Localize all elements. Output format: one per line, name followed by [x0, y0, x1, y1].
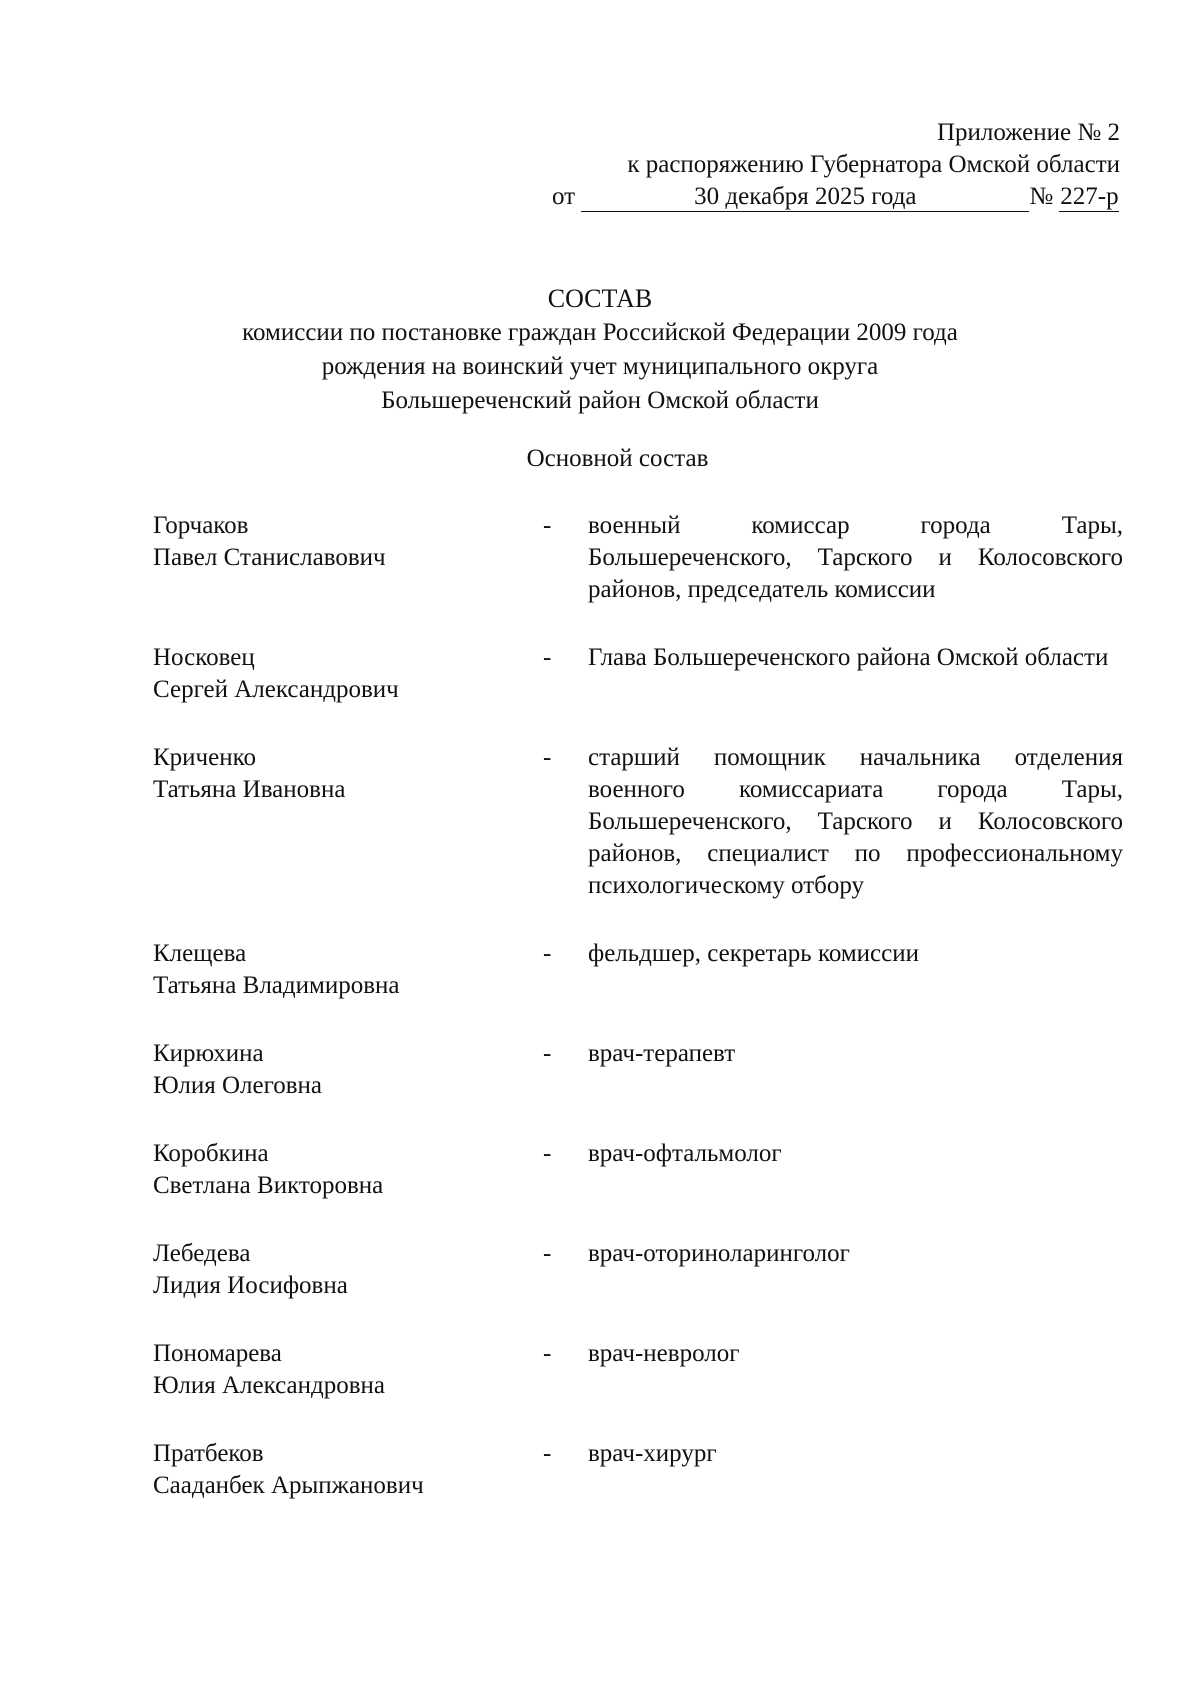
- subtitle-line-2: рождения на воинский учет муниципального округа: [321, 353, 879, 380]
- member-row: [153, 1438, 1123, 1502]
- member-name: [153, 642, 543, 706]
- member-dash: -: [543, 1040, 552, 1067]
- member-dash: -: [543, 512, 552, 539]
- member-given-names: Татьяна Владимировна: [153, 972, 400, 999]
- member-given-names: Светлана Викторовна: [153, 1172, 384, 1199]
- member-name: [153, 742, 543, 902]
- member-given-names: Юлия Александровна: [153, 1372, 385, 1399]
- member-surname: Горчаков: [153, 512, 249, 539]
- member-row: [153, 1338, 1123, 1402]
- member-dash: -: [543, 1240, 552, 1267]
- member-surname: Носковец: [153, 644, 255, 671]
- member-given-names: Татьяна Ивановна: [153, 776, 346, 803]
- appendix-reference: к распоряжению Губернатора Омской области: [627, 151, 1120, 178]
- order-number: 227-р: [1060, 183, 1119, 210]
- member-role: врач-хирург: [588, 1440, 717, 1467]
- member-dash: -: [543, 940, 552, 967]
- member-role: врач-оториноларинголог: [588, 1240, 850, 1267]
- appendix-header: [500, 117, 1120, 213]
- member-surname: Пратбеков: [153, 1440, 264, 1467]
- member-dash: -: [543, 1340, 552, 1367]
- member-row: [153, 1038, 1123, 1102]
- member-row: [153, 742, 1123, 902]
- member-row: [153, 642, 1123, 706]
- member-name: [153, 938, 543, 1002]
- member-surname: Кирюхина: [153, 1040, 264, 1067]
- subtitle-line-1: комиссии по постановке граждан Российской Федерации 2009 года: [242, 319, 958, 346]
- order-date: 30 декабря 2025 года: [581, 183, 1029, 212]
- member-role: Глава Большереченского района Омской области: [588, 644, 1109, 671]
- section-title: Основной состав: [526, 445, 709, 472]
- from-label: от: [552, 183, 576, 210]
- member-role: врач-невролог: [588, 1340, 740, 1367]
- members-list: [153, 510, 1123, 1538]
- member-dash: -: [543, 1140, 552, 1167]
- member-given-names: Сааданбек Арыпжанович: [153, 1472, 424, 1499]
- member-row: [153, 1138, 1123, 1202]
- member-name: [153, 1038, 543, 1102]
- order-line: [500, 181, 1120, 213]
- member-surname: Криченко: [153, 744, 256, 771]
- member-dash: -: [543, 744, 552, 771]
- member-surname: Пономарева: [153, 1340, 282, 1367]
- member-role: старший помощник начальника отделения военного комиссариата города Тары, Большереченского, Тарского и Колосовского районов, специалист по профессиональному психологическому отбору: [588, 744, 1123, 899]
- member-given-names: Юлия Олеговна: [153, 1072, 323, 1099]
- member-given-names: Сергей Александрович: [153, 676, 399, 703]
- document-title-block: [0, 282, 1200, 418]
- member-role: врач-офтальмолог: [588, 1140, 782, 1167]
- member-surname: Клещева: [153, 940, 247, 967]
- member-surname: Коробкина: [153, 1140, 269, 1167]
- member-name: [153, 1338, 543, 1402]
- member-dash: -: [543, 644, 552, 671]
- member-name: [153, 1238, 543, 1302]
- subtitle-line-3: Большереченский район Омской области: [381, 387, 819, 414]
- member-row: [153, 1238, 1123, 1302]
- member-role: фельдшер, секретарь комиссии: [588, 940, 920, 967]
- document-title: СОСТАВ: [547, 284, 653, 313]
- member-row: [153, 938, 1123, 1002]
- member-row: [153, 510, 1123, 606]
- member-given-names: Павел Станиславович: [153, 544, 386, 571]
- member-role: врач-терапевт: [588, 1040, 736, 1067]
- member-given-names: Лидия Иосифовна: [153, 1272, 348, 1299]
- appendix-number: Приложение № 2: [936, 119, 1120, 146]
- member-name: [153, 510, 543, 606]
- number-label: №: [1029, 183, 1054, 210]
- member-dash: -: [543, 1440, 552, 1467]
- member-surname: Лебедева: [153, 1240, 251, 1267]
- member-name: [153, 1438, 543, 1502]
- member-name: [153, 1138, 543, 1202]
- member-role: военный комиссар города Тары, Большереченского, Тарского и Колосовского районов, председатель комиссии: [588, 512, 1123, 603]
